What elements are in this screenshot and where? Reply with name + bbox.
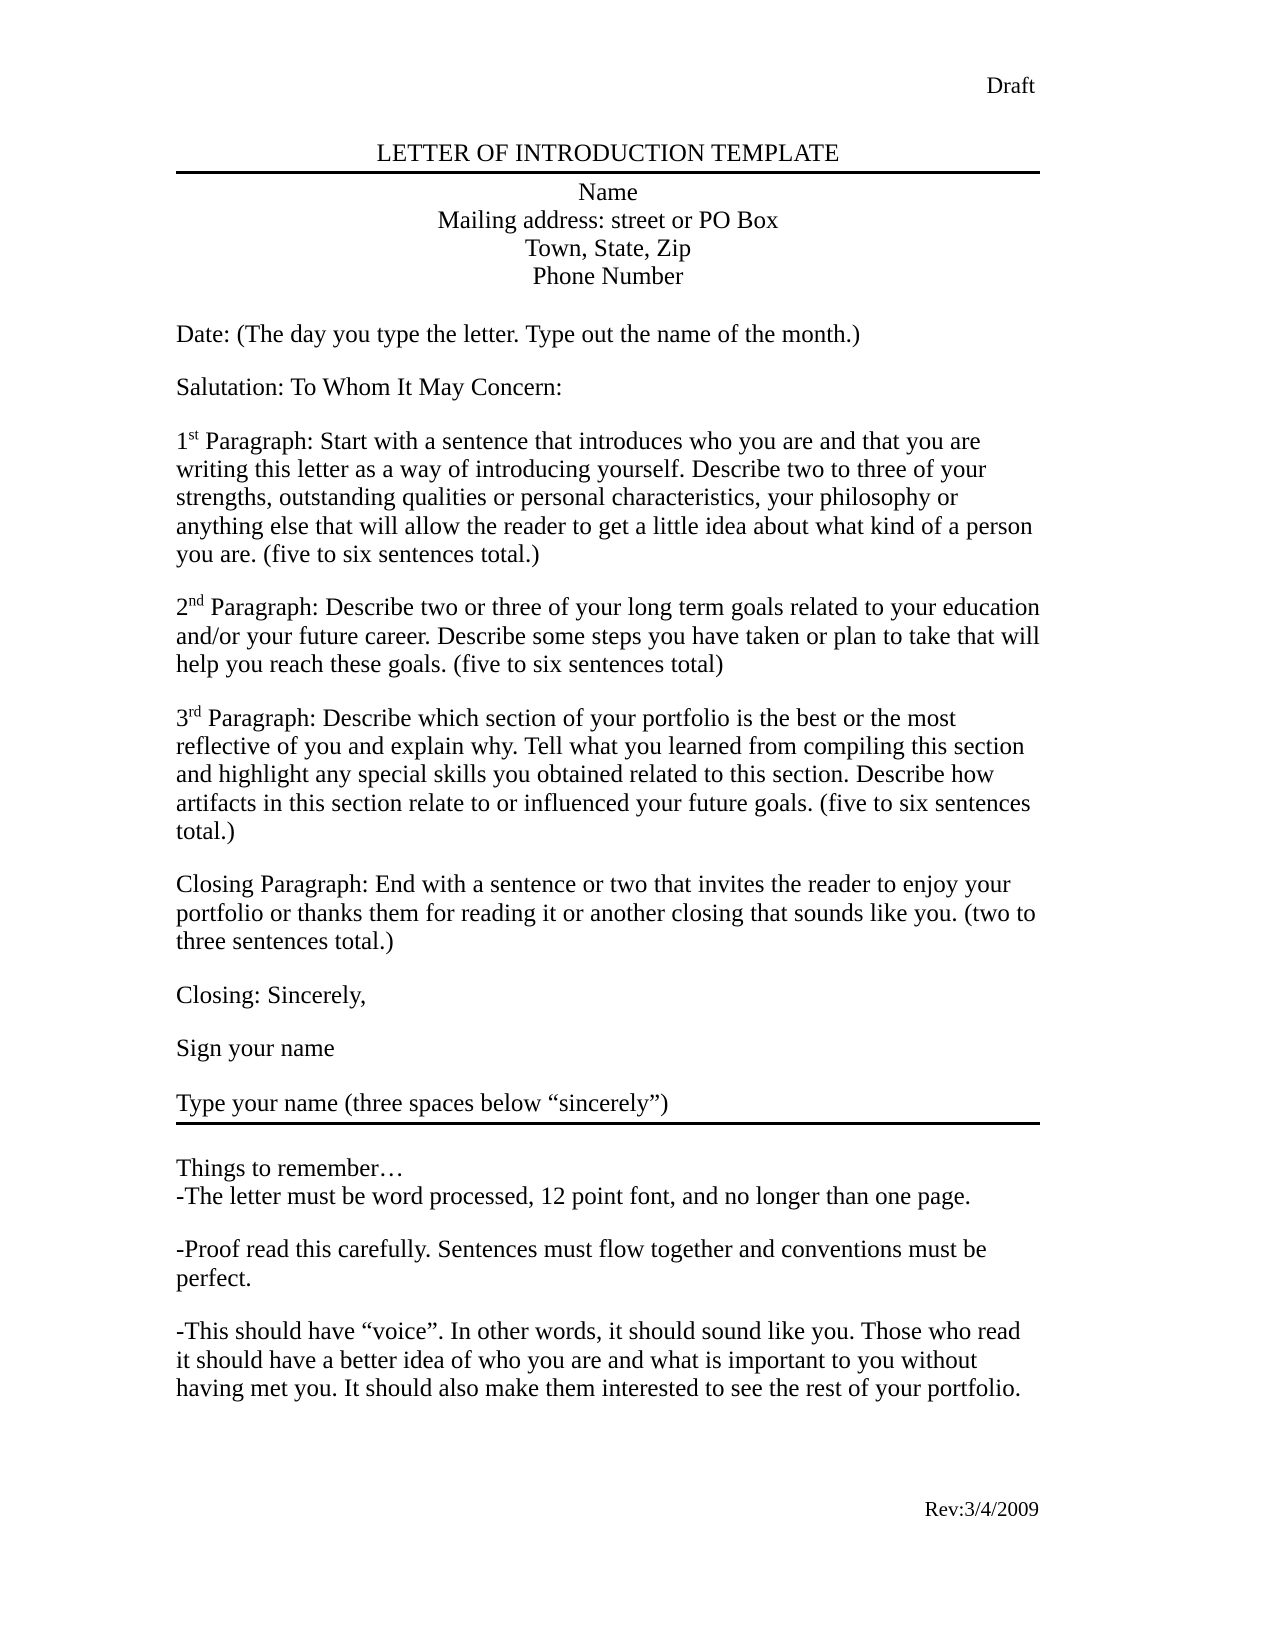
spacer — [176, 1063, 1040, 1090]
paragraph-2-ordinal-suffix: nd — [188, 593, 204, 611]
things-to-remember-heading: Things to remember… — [176, 1154, 404, 1182]
paragraph-1-ordinal-suffix: st — [188, 426, 199, 444]
address-line-name: Name — [578, 178, 638, 206]
paragraph-2-ordinal: 2 — [176, 594, 189, 622]
paragraph-2 — [176, 594, 1040, 679]
paragraph-3-ordinal: 3 — [176, 704, 189, 732]
spacer — [176, 846, 1040, 871]
spacer — [176, 291, 1040, 321]
revision-footer: Rev:3/4/2009 — [924, 1496, 1039, 1521]
paragraph-3 — [176, 705, 1040, 847]
remember-item-1: -The letter must be word processed, 12 point font, and no longer than one page. — [176, 1183, 971, 1210]
draft-watermark-label: Draft — [986, 73, 1035, 98]
remember-item-3: -This should have “voice”. In other words, it should sound like you. Those who read it should have a better idea of who you are and what is important to you without having met you. It should also make them interested to see the rest of your portfolio. — [176, 1318, 1021, 1402]
paragraph-2-text: Paragraph: Describe two or three of your long term goals related to your education and/or your future career. Describe some steps you have taken or plan to take that will help you reach these goals. (five to six sentences total) — [176, 594, 1040, 679]
paragraph-3-text: Paragraph: Describe which section of your portfolio is the best or the most reflective of you and explain why. Tell what you learned from compiling this section and highlight any special skills you obtained related to this section. Describe how artifacts in this section relate to or influenced your future goals. (five to six sentences total.) — [176, 704, 1031, 845]
paragraph-1-ordinal: 1 — [176, 427, 189, 455]
closing-line: Closing: Sincerely, — [176, 981, 367, 1009]
address-line-street: Mailing address: street or PO Box — [437, 206, 779, 234]
closing-paragraph: Closing Paragraph: End with a sentence or two that invites the reader to enjoy your portfolio or thanks them for reading it or another closing that sounds like you. (two to three sentences total.) — [176, 871, 1036, 956]
spacer — [176, 1125, 1040, 1155]
sender-address-block — [176, 179, 1040, 291]
spacer — [176, 569, 1040, 594]
spacer — [176, 1293, 1040, 1318]
spacer — [176, 1211, 1040, 1236]
typed-name-line: Type your name (three spaces below “sincerely”) — [176, 1090, 1040, 1124]
spacer — [176, 957, 1040, 982]
spacer — [176, 680, 1040, 705]
paragraph-1 — [176, 428, 1040, 570]
sign-your-name-line: Sign your name — [176, 1034, 335, 1062]
remember-item-2: -Proof read this carefully. Sentences must flow together and conventions must be perfect. — [176, 1236, 987, 1292]
paragraph-1-text: Paragraph: Start with a sentence that introduces who you are and that you are writing this letter as a way of introducing yourself. Describe two to three of your strengths, outstanding qualities or personal characteristics, your philosophy or anything else that will allow the reader to get a little idea about what kind of a person you are. (five to six sentences total.) — [176, 427, 1033, 568]
address-line-city: Town, State, Zip — [524, 234, 692, 262]
paragraph-3-ordinal-suffix: rd — [188, 703, 202, 721]
spacer — [176, 403, 1040, 428]
address-line-phone: Phone Number — [532, 262, 684, 290]
page-title: LETTER OF INTRODUCTION TEMPLATE — [176, 140, 1040, 174]
spacer — [176, 349, 1040, 374]
spacer — [176, 1010, 1040, 1035]
salutation-line: Salutation: To Whom It May Concern: — [176, 374, 563, 402]
date-line: Date: (The day you type the letter. Type out the name of the month.) — [176, 320, 861, 348]
document-body — [176, 140, 1040, 1403]
